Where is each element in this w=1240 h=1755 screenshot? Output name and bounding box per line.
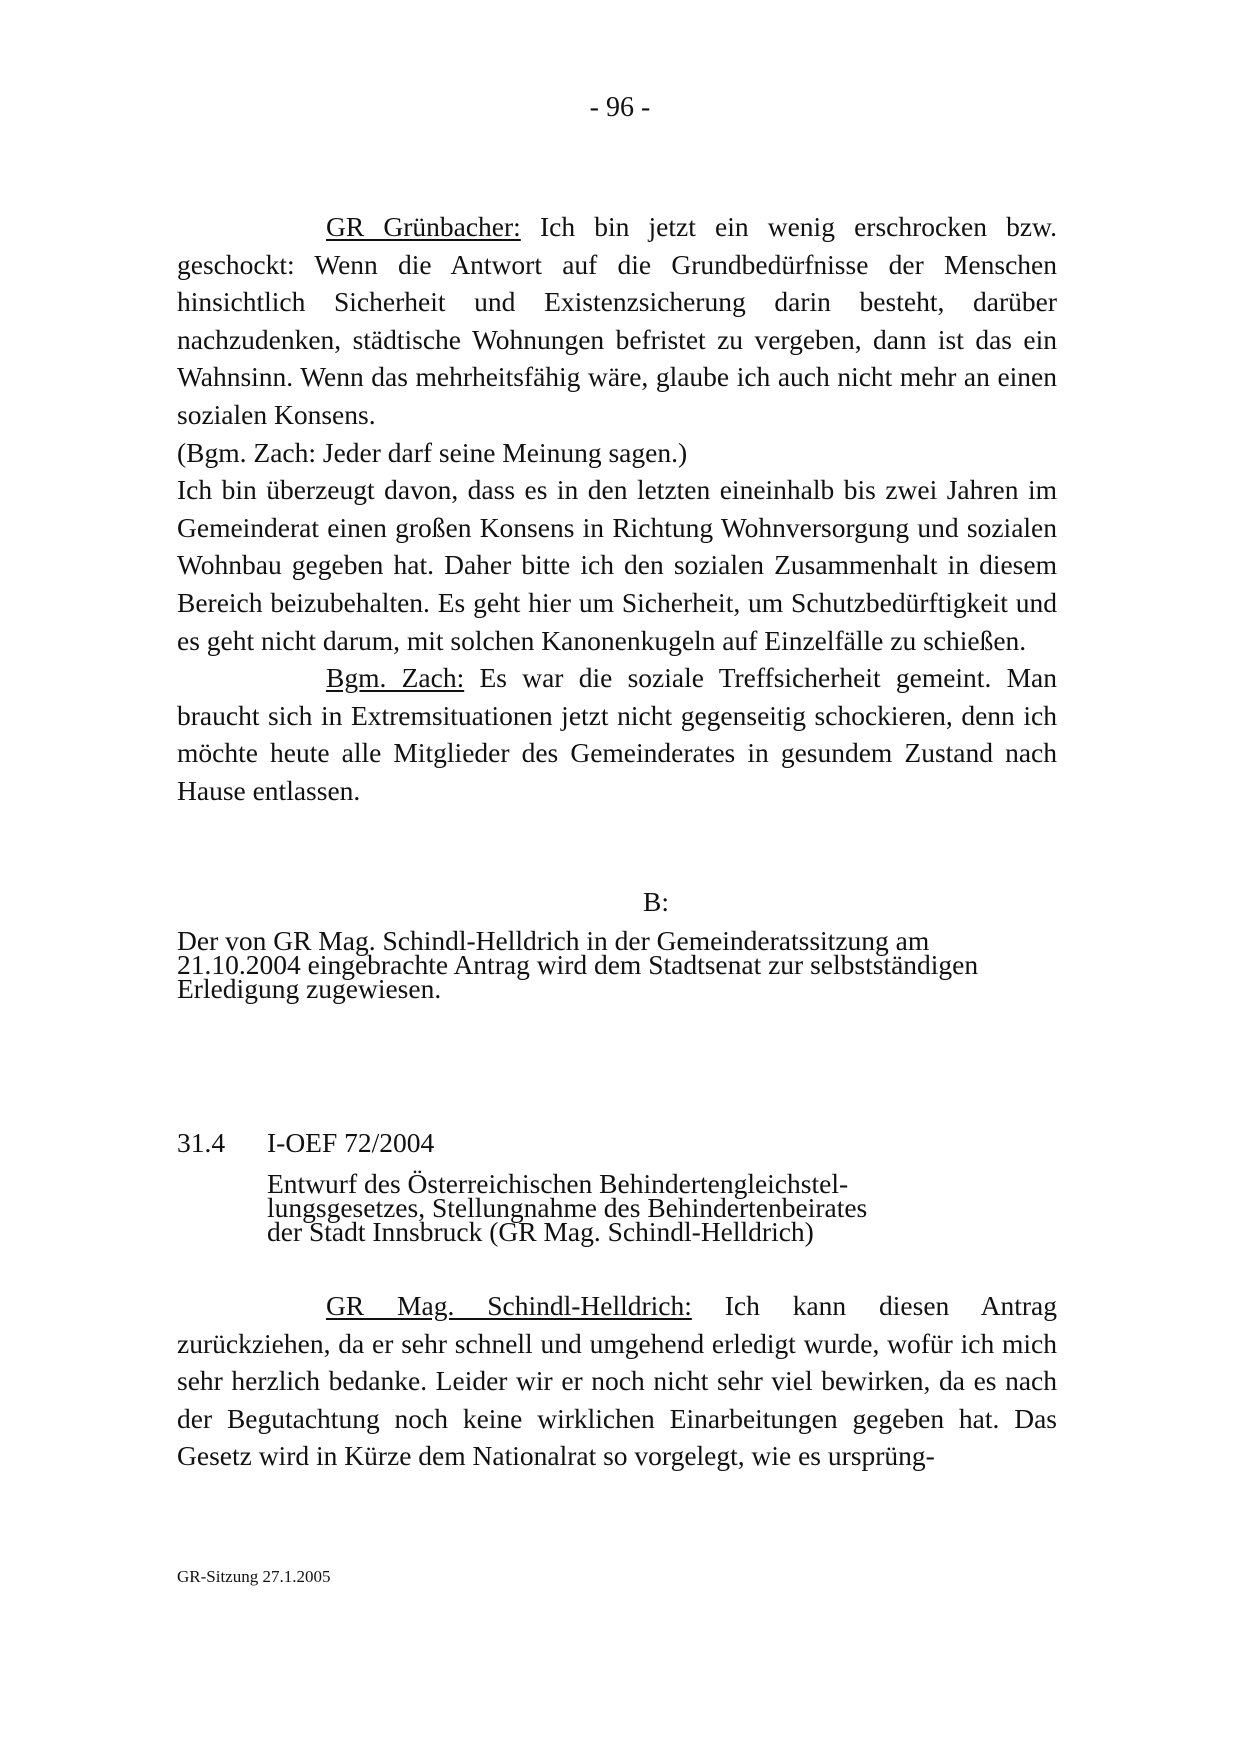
- speech-paragraph-schindl-helldrich: [177, 1287, 1057, 1475]
- speech-paragraph-gruenbacher: [177, 208, 1057, 434]
- decision-heading: B:: [643, 886, 669, 917]
- speech-text: Ich kann diesen Antrag zurückziehen, da er sehr schnell und umgehend erledigt wurde, wofür ich mich sehr herzlich bedanke. Leider wir er noch nicht sehr viel bewirken, da es nach der Begutachtung noch keine wirklichen Einarbeitungen gegeben hat. Das Gesetz wird in Kürze dem Nationalrat so vorgelegt, wie es ursprüng-: [177, 1290, 1057, 1472]
- speech-text: Es war die soziale Treffsicherheit gemeint. Man braucht sich in Extremsituationen jetzt nicht gegenseitig schockieren, denn ich möchte heute alle Mitglieder des Gemeinderates in gesundem Zustand nach Hause entlassen.: [177, 662, 1057, 806]
- debate-section-2: [177, 1287, 1057, 1475]
- speaker-zach: Bgm. Zach:: [326, 662, 465, 694]
- speech-text: Ich bin jetzt ein wenig erschrocken bzw. geschockt: Wenn die Antwort auf die Grundbedürfnisse der Menschen hinsichtlich Sicherheit und Existenzsicherung darin besteht, darüber nachzudenken, städtische Wohnungen befristet zu vergeben, dann ist das ein Wahnsinn. Wenn das mehrheitsfähig wäre, glaube ich auch nicht mehr an einen sozialen Konsens.: [177, 211, 1057, 430]
- speech-paragraph-zach: [177, 659, 1057, 809]
- agenda-item-code: I-OEF 72/2004: [267, 1127, 435, 1158]
- page-number: - 96 -: [589, 92, 651, 123]
- agenda-item-subject: [267, 1168, 1067, 1247]
- subject-line: der Stadt Innsbruck (GR Mag. Schindl-Helldrich): [267, 1216, 814, 1247]
- page-footer: GR-Sitzung 27.1.2005: [177, 1567, 331, 1586]
- subject-line: lungsgesetzes, Stellungnahme des Behindertenbeirates: [267, 1192, 868, 1223]
- decision-line: Erledigung zugewiesen.: [177, 973, 442, 1004]
- decision-line: Der von GR Mag. Schindl-Helldrich in der Gemeinderatssitzung am: [177, 925, 930, 956]
- debate-section-1: [177, 208, 1057, 810]
- speaker-gruenbacher: GR Grünbacher:: [326, 211, 521, 242]
- speaker-schindl-helldrich: GR Mag. Schindl-Helldrich:: [326, 1290, 692, 1321]
- decision-line: 21.10.2004 eingebrachte Antrag wird dem Stadtsenat zur selbstständigen: [177, 949, 979, 980]
- subject-line: Entwurf des Österreichischen Behindertengleichstel-: [267, 1168, 849, 1199]
- interjection: (Bgm. Zach: Jeder darf seine Meinung sagen.): [177, 436, 688, 468]
- speech-continued: Ich bin überzeugt davon, dass es in den letzten eineinhalb bis zwei Jahren im Gemeinderat einen großen Konsens in Richtung Wohnversorgung und sozialen Wohnbau gegeben hat. Daher bitte ich den sozialen Zusammenhalt in diesem Bereich beizubehalten. Es geht hier um Sicherheit, um Schutzbedürftigkeit und es geht nicht darum, mit solchen Kanonenkugeln auf Einzelfälle zu schießen.: [177, 474, 1057, 656]
- decision-text: [177, 925, 1057, 1004]
- agenda-item-number: 31.4: [177, 1127, 226, 1158]
